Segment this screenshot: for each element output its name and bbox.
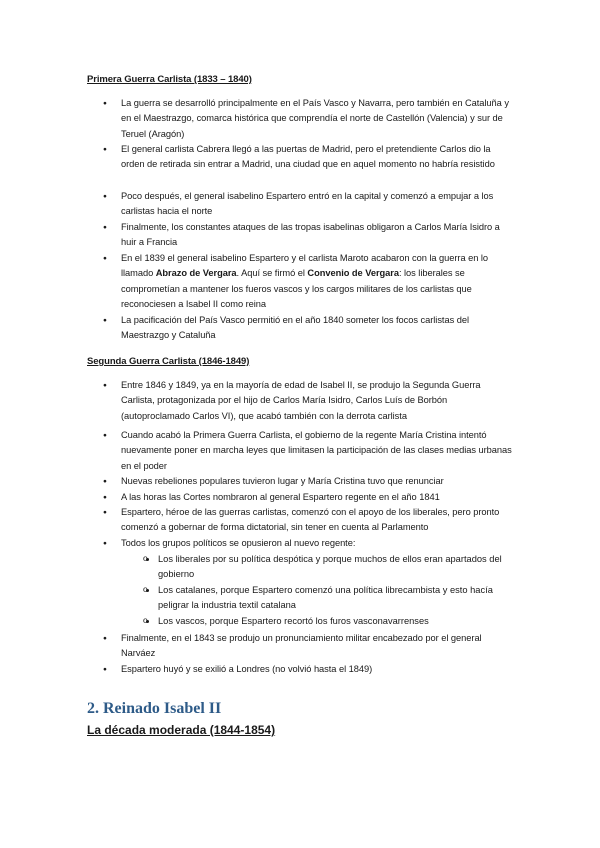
list-item: ● Nuevas rebeliones populares tuvieron lugar y María Cristina tuvo que renunciar	[121, 474, 516, 489]
section-heading-primera-guerra: Primera Guerra Carlista (1833 – 1840)	[87, 74, 252, 85]
list-item: ● Cuando acabó la Primera Guerra Carlista, el gobierno de la regente María Cristina intentó nuevamente poner en marcha leyes que limitasen la participación de las clases medias urbanas en el poder	[121, 428, 516, 474]
bold-term: Convenio de Vergara	[307, 268, 399, 279]
list-item: ● El general carlista Cabrera llegó a las puertas de Madrid, pero el pretendiente Carlos dio la orden de retirada sin entrar a Madrid, una ciudad que en aquel momento no habría resistido	[121, 142, 516, 173]
list-item: ● Entre 1846 y 1849, ya en la mayoría de edad de Isabel II, se produjo la Segunda Guerra Carlista, protagonizada por el hijo de Carlos María Isidro, Carlos Luís de Borbón (autoproclamado Carlos VI), que acabó también con la derrota carlista	[121, 378, 516, 424]
list-item: ● A las horas las Cortes nombraron al general Espartero regente en el año 1841	[121, 490, 516, 505]
bold-term: Abrazo de Vergara	[155, 268, 237, 279]
list-item: ● La guerra se desarrolló principalmente en el País Vasco y Navarra, pero también en Cataluña y en el Maestrazgo, comarca histórica que comprendía el norte de Castellón (Valencia) y sur de Teruel (Aragón)	[121, 96, 516, 142]
list-item: ● En el 1839 el general isabelino Espartero y el carlista Maroto acabaron con la guerra en lo llamado Abrazo de Vergara. Aquí se firmó el Convenio de Vergara: los liberales se comprometían a mantener los fueros vascos y los cargos militares de los carlistas que reconociesen a Isabel II como reina	[121, 251, 516, 312]
section-heading-segunda-guerra: Segunda Guerra Carlista (1846-1849)	[87, 356, 250, 367]
list-item: ● Espartero, héroe de las guerras carlistas, comenzó con el apoyo de los liberales, pero pronto comenzó a gobernar de forma dictatorial, sin tener en cuenta al Parlamento	[121, 505, 516, 536]
list-item: ● Todos los grupos políticos se opusieron al nuevo regente:	[121, 536, 516, 551]
chapter-heading: 2. Reinado Isabel II	[87, 700, 222, 717]
sub-list-item: o • Los vascos, porque Espartero recortó los furos vasconavarrenses	[158, 614, 513, 629]
subsection-heading: La década moderada (1844-1854)	[87, 723, 276, 737]
sub-list-item: o • Los catalanes, porque Espartero comenzó una política librecambista y esto hacía peligrar la industria textil catalana	[158, 583, 513, 614]
list-item: ● Finalmente, los constantes ataques de las tropas isabelinas obligaron a Carlos María Isidro a huir a Francia	[121, 220, 516, 251]
list-item: ● Poco después, el general isabelino Espartero entró en la capital y comenzó a empujar a los carlistas hacia el norte	[121, 189, 516, 220]
list-item: ● Finalmente, en el 1843 se produjo un pronunciamiento militar encabezado por el general Narváez	[121, 631, 516, 662]
list-item: ● La pacificación del País Vasco permitió en el año 1840 someter los focos carlistas del Maestrazgo y Cataluña	[121, 313, 516, 344]
list-item: ● Espartero huyó y se exilió a Londres (no volvió hasta el 1849)	[121, 662, 516, 677]
sub-list-item: o • Los liberales por su política despótica y porque muchos de ellos eran apartados del gobierno	[158, 552, 513, 583]
